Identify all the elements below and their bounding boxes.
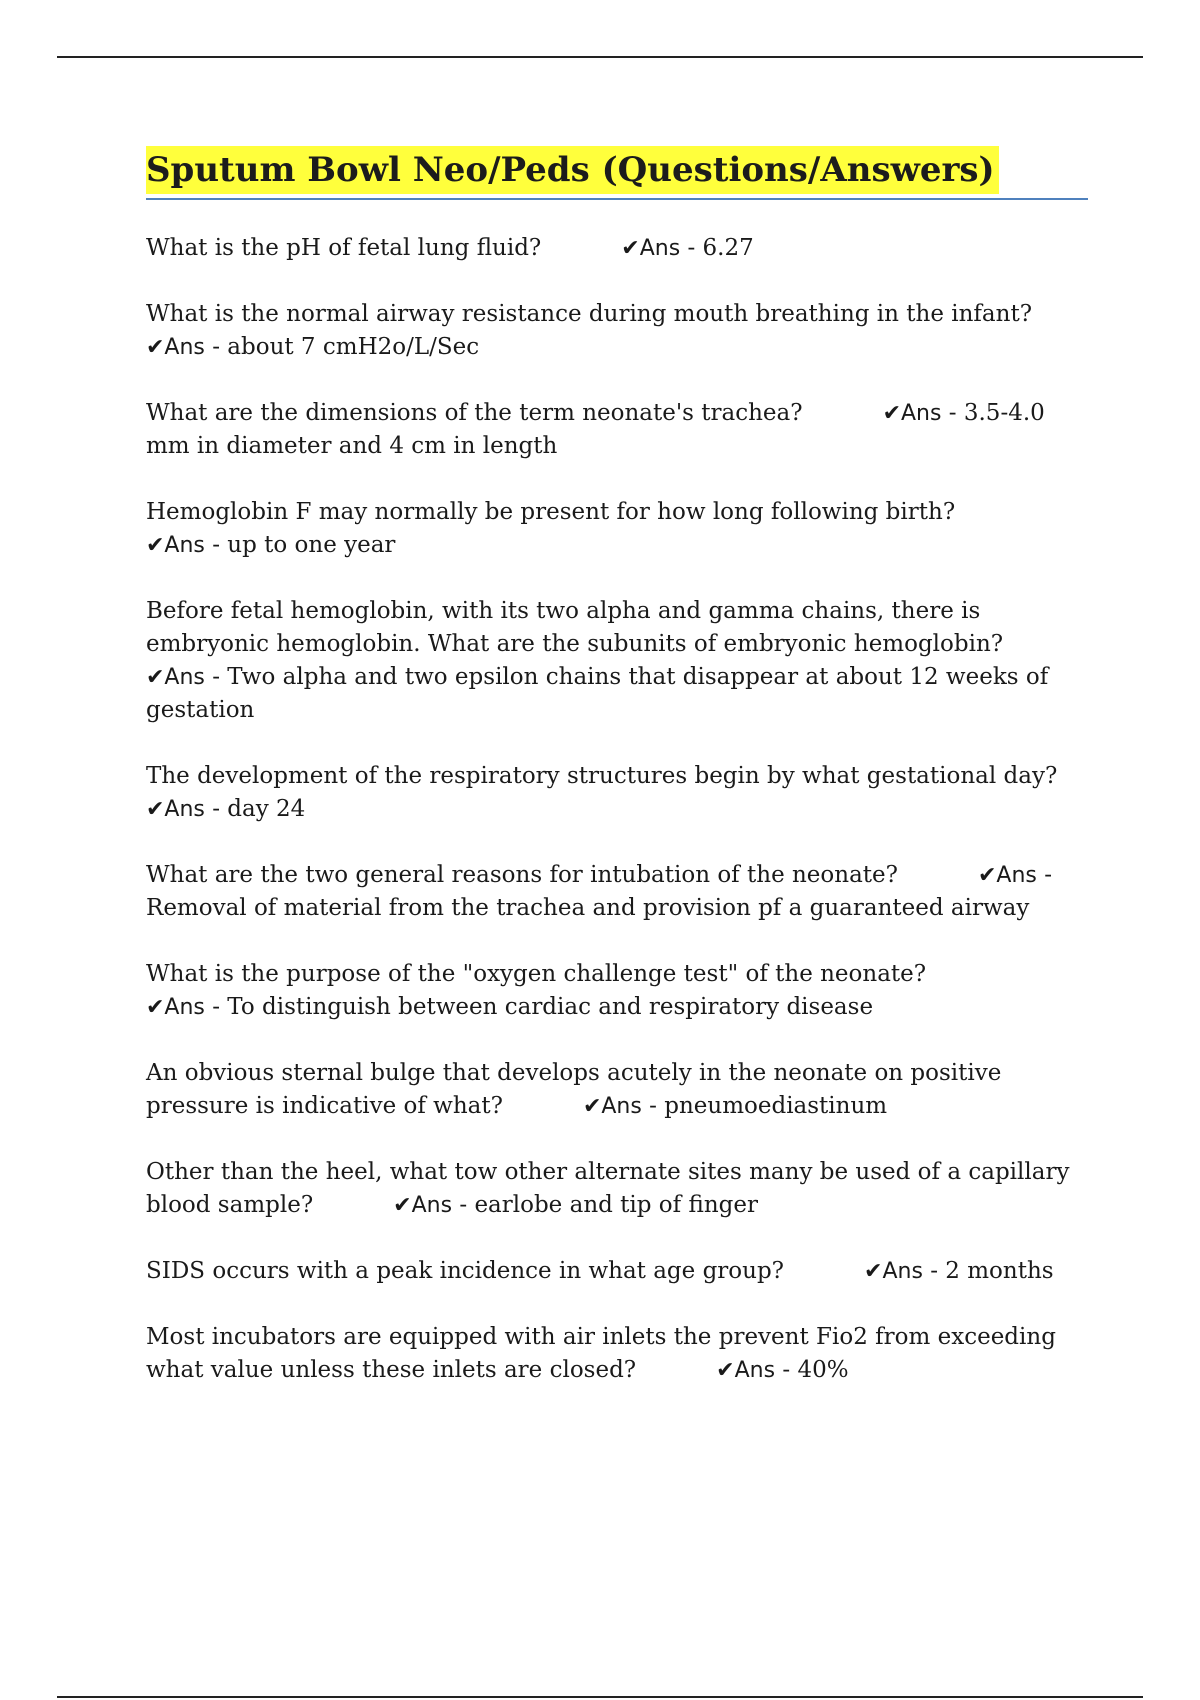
question-text: Most incubators are equipped with air inlets the prevent Fio2 from exceeding what value unless these inlets are closed? bbox=[146, 1324, 1056, 1383]
footer-rule bbox=[57, 1696, 1143, 1698]
qa-item bbox=[146, 298, 1086, 364]
question-text: What is the pH of fetal lung fluid? bbox=[146, 235, 542, 261]
answer-label: ✔Ans bbox=[882, 401, 942, 426]
answer-text: - To distinguish between cardiac and respiratory disease bbox=[212, 994, 874, 1020]
answer-label: ✔Ans bbox=[393, 1193, 453, 1218]
answer-text: - 3.5-4.0 mm in diameter and 4 cm in length bbox=[146, 400, 1045, 459]
answer-text: - 40% bbox=[782, 1357, 849, 1383]
answer-text: - 2 months bbox=[930, 1258, 1054, 1284]
question-text: The development of the respiratory structures begin by what gestational day? bbox=[146, 763, 1058, 789]
answer-label: ✔Ans bbox=[977, 863, 1037, 888]
question-text: What are the dimensions of the term neonate's trachea? bbox=[146, 400, 803, 426]
qa-item bbox=[146, 1156, 1086, 1222]
qa-item bbox=[146, 859, 1086, 925]
qa-item bbox=[146, 1321, 1086, 1387]
answer-label: ✔Ans bbox=[146, 665, 205, 690]
answer-text: - 6.27 bbox=[687, 235, 754, 261]
question-text: What is the purpose of the "oxygen challenge test" of the neonate? bbox=[146, 961, 927, 987]
question-text: Before fetal hemoglobin, with its two alpha and gamma chains, there is embryonic hemoglobin. What are the subunits of embryonic hemoglobin? bbox=[146, 598, 1004, 657]
question-text: An obvious sternal bulge that develops acutely in the neonate on positive pressure is indicative of what? bbox=[146, 1060, 1002, 1119]
answer-label: ✔Ans bbox=[864, 1259, 923, 1284]
qa-item bbox=[146, 1057, 1086, 1123]
answer-text: - up to one year bbox=[212, 532, 396, 558]
title-block bbox=[146, 146, 1088, 200]
answer-label: ✔Ans bbox=[716, 1358, 776, 1383]
qa-item bbox=[146, 496, 1086, 562]
question-text: What is the normal airway resistance during mouth breathing in the infant? bbox=[146, 301, 1033, 327]
question-text: SIDS occurs with a peak incidence in what age group? bbox=[146, 1258, 785, 1284]
qa-item bbox=[146, 1255, 1086, 1288]
qa-list bbox=[146, 232, 1086, 1420]
answer-label: ✔Ans bbox=[146, 995, 205, 1020]
qa-item bbox=[146, 232, 1086, 265]
page-title: Sputum Bowl Neo/Peds (Questions/Answers) bbox=[146, 146, 999, 194]
answer-text: - Two alpha and two epsilon chains that disappear at about 12 weeks of gestation bbox=[146, 664, 1049, 723]
answer-text: - day 24 bbox=[212, 796, 306, 822]
answer-label: ✔Ans bbox=[582, 1094, 642, 1119]
header-rule bbox=[57, 56, 1143, 58]
answer-text: - earlobe and tip of finger bbox=[459, 1192, 758, 1218]
answer-label: ✔Ans bbox=[621, 236, 681, 261]
answer-label: ✔Ans bbox=[146, 335, 205, 360]
question-text: Other than the heel, what tow other alternate sites many be used of a capillary blood sample? bbox=[146, 1159, 1070, 1218]
qa-item bbox=[146, 760, 1086, 826]
answer-label: ✔Ans bbox=[146, 797, 205, 822]
answer-label: ✔Ans bbox=[146, 533, 205, 558]
answer-text: - Removal of material from the trachea and provision pf a guaranteed airway bbox=[146, 862, 1052, 921]
qa-item bbox=[146, 958, 1086, 1024]
answer-text: - pneumoediastinum bbox=[649, 1093, 888, 1119]
qa-item bbox=[146, 397, 1086, 463]
answer-text: - about 7 cmH2o/L/Sec bbox=[212, 334, 480, 360]
question-text: Hemoglobin F may normally be present for how long following birth? bbox=[146, 499, 956, 525]
qa-item bbox=[146, 595, 1086, 727]
question-text: What are the two general reasons for intubation of the neonate? bbox=[146, 862, 898, 888]
